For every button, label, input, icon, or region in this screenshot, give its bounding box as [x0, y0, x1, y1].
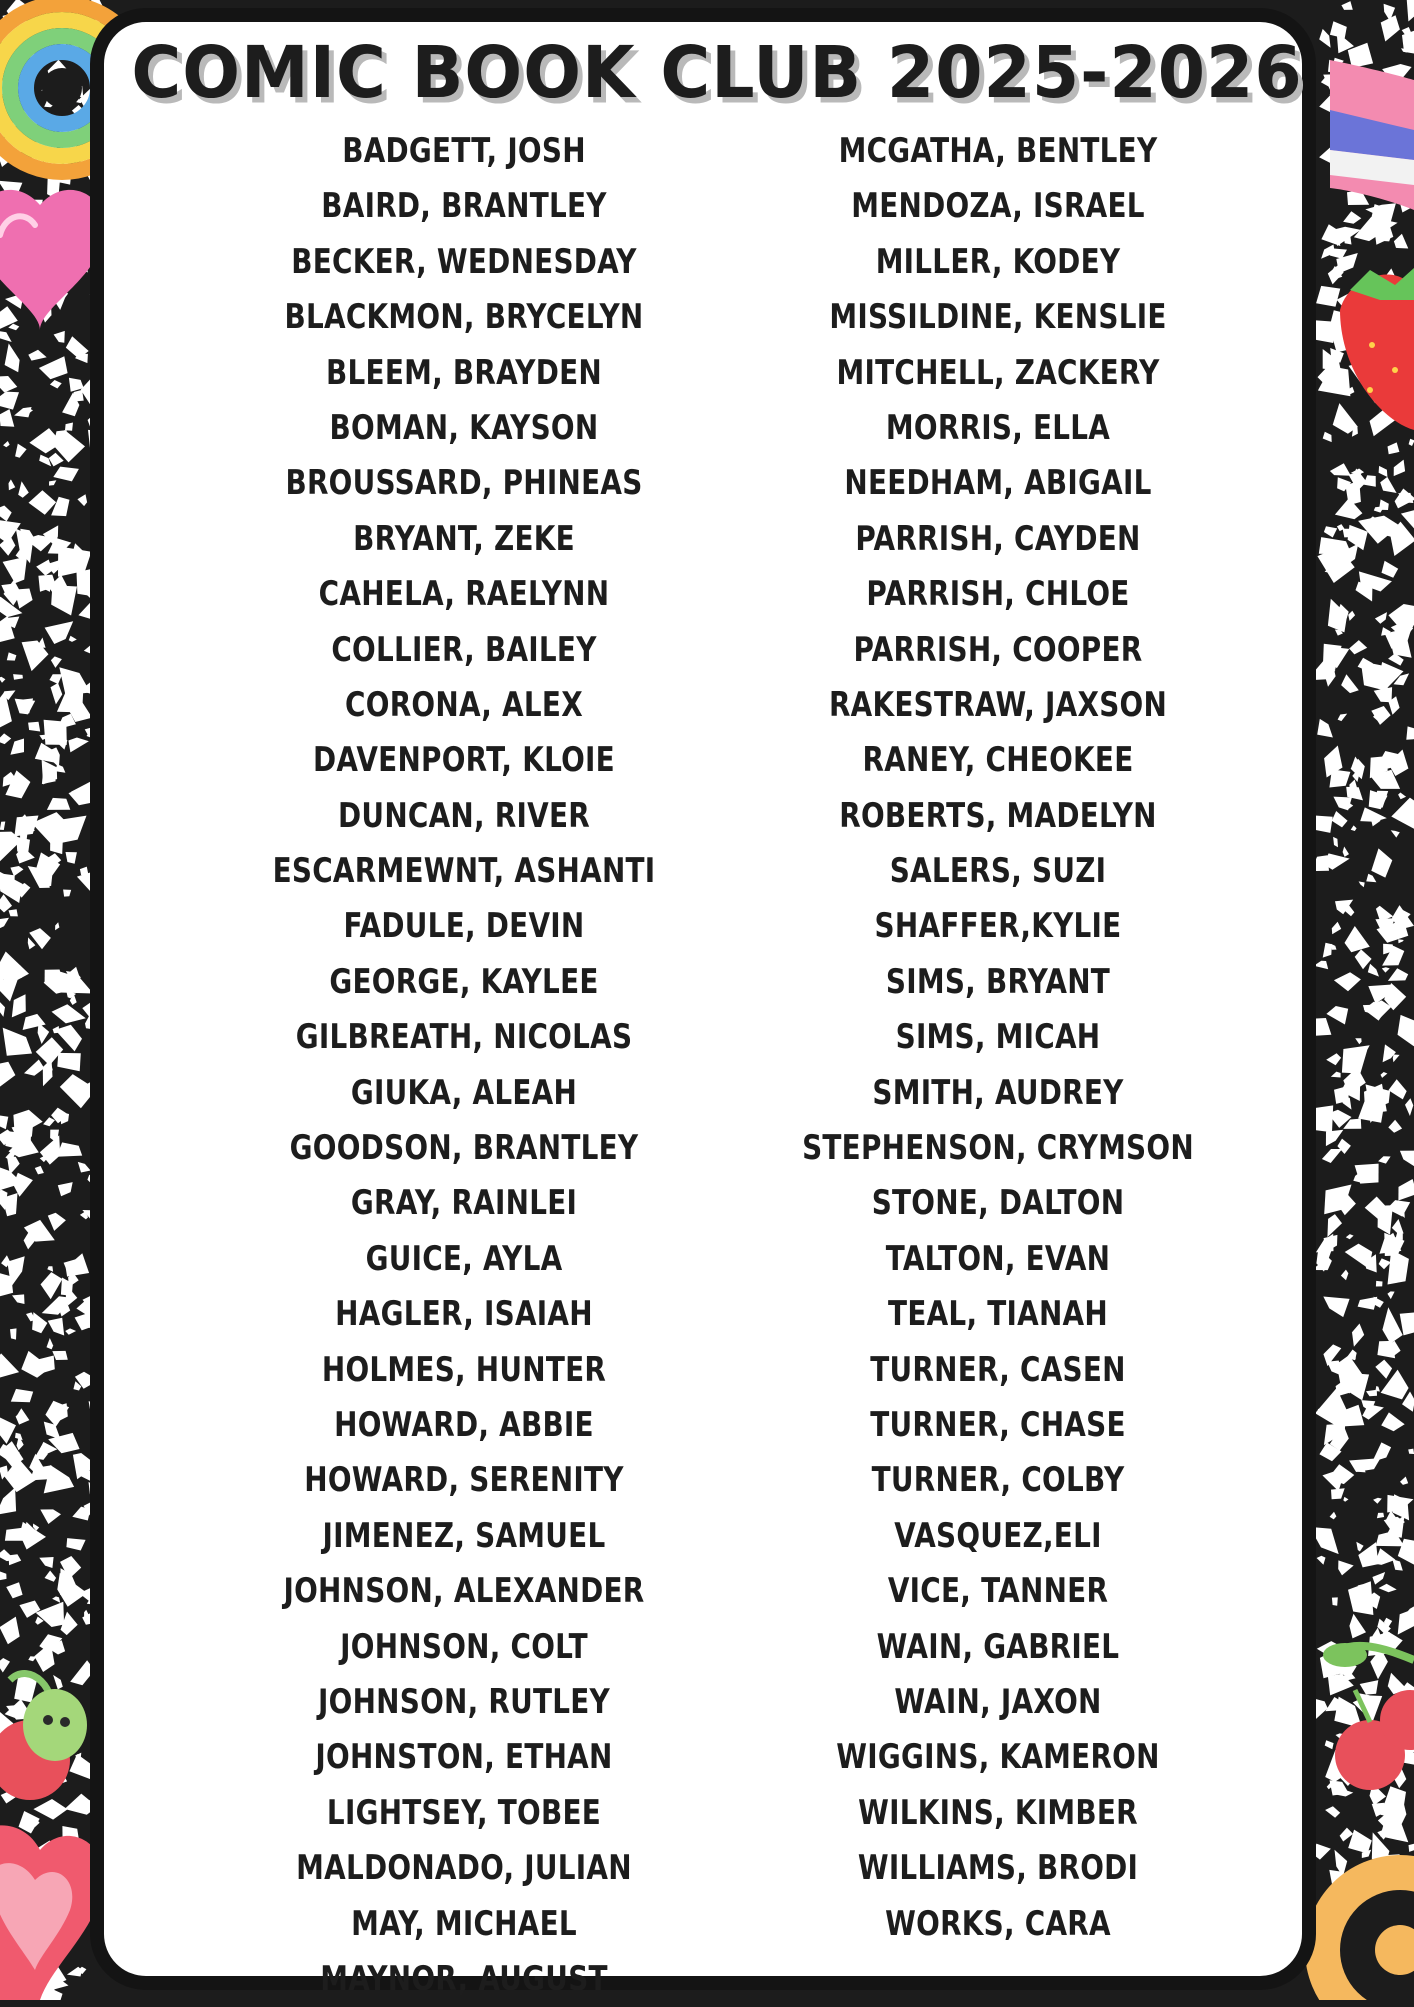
rainbow-stripes-icon	[1330, 60, 1414, 210]
roster-column-left	[184, 124, 744, 2007]
member-name: PARRISH, CAYDEN	[855, 518, 1141, 559]
donut-icon	[1305, 1855, 1414, 2000]
cherry-icon	[0, 1674, 87, 1800]
member-name: COLLIER, BAILEY	[331, 629, 597, 670]
member-name: WIGGINS, KAMERON	[836, 1737, 1160, 1778]
member-name: MCGATHA, BENTLEY	[838, 131, 1158, 171]
member-name: STONE, DALTON	[871, 1183, 1125, 1224]
member-name: MORRIS, ELLA	[885, 407, 1111, 448]
member-name: PARRISH, COOPER	[853, 629, 1143, 670]
member-name: BAIRD, BRANTLEY	[321, 186, 607, 227]
member-name: VASQUEZ,ELI	[894, 1515, 1102, 1556]
member-name: DAVENPORT, KLOIE	[313, 740, 615, 781]
cherry-icon	[1323, 1643, 1414, 1790]
member-name: MILLER, KODEY	[875, 241, 1121, 282]
member-name: MITCHELL, ZACKERY	[836, 352, 1160, 393]
member-name: ROBERTS, MADELYN	[839, 795, 1157, 836]
member-name: SIMS, BRYANT	[885, 961, 1111, 1002]
member-name: BLEEM, BRAYDEN	[326, 352, 602, 393]
heart-icon	[0, 1825, 105, 2000]
member-name: SALERS, SUZI	[889, 851, 1107, 892]
member-name: BROUSSARD, PHINEAS	[285, 463, 643, 504]
member-name: WAIN, GABRIEL	[876, 1626, 1120, 1667]
member-name: DUNCAN, RIVER	[338, 795, 590, 836]
member-name: MAYNOR, AUGUST	[320, 1958, 608, 1999]
member-name: WILLIAMS, BRODI	[857, 1848, 1139, 1889]
member-name: JOHNSON, RUTLEY	[318, 1681, 610, 1722]
member-name: RANEY, CHEOKEE	[862, 740, 1134, 781]
heart-icon	[0, 190, 105, 330]
member-name: RAKESTRAW, JAXSON	[828, 684, 1168, 725]
member-name: SHAFFER,KYLIE	[874, 906, 1122, 947]
member-name: STEPHENSON, CRYMSON	[802, 1128, 1194, 1169]
member-name: BADGETT, JOSH	[342, 131, 586, 171]
member-name: LIGHTSEY, TOBEE	[326, 1792, 602, 1833]
member-name: MAY, MICHAEL	[351, 1903, 577, 1944]
member-name: VICE, TANNER	[887, 1571, 1109, 1612]
member-name: TEAL, TIANAH	[888, 1294, 1108, 1335]
member-name: MALDONADO, JULIAN	[296, 1848, 632, 1889]
roster-column-right	[718, 124, 1278, 1952]
strawberry-icon	[1340, 268, 1414, 430]
roster-card	[90, 8, 1316, 1999]
member-name: NEEDHAM, ABIGAIL	[844, 463, 1152, 504]
member-name: JOHNSON, ALEXANDER	[283, 1571, 645, 1612]
member-name: CAHELA, RAELYNN	[318, 574, 610, 615]
member-name: PARRISH, CHLOE	[866, 574, 1130, 615]
member-name: TURNER, CHASE	[870, 1404, 1126, 1445]
member-name: JIMENEZ, SAMUEL	[322, 1515, 606, 1556]
member-name: MISSILDINE, KENSLIE	[829, 297, 1167, 338]
member-name: JOHNSON, COLT	[340, 1626, 588, 1667]
member-name: GEORGE, KAYLEE	[329, 961, 599, 1002]
member-name: BECKER, WEDNESDAY	[291, 241, 637, 282]
member-name: TURNER, CASEN	[870, 1349, 1126, 1390]
member-name: BLACKMON, BRYCELYN	[284, 297, 644, 338]
member-name: WORKS, CARA	[885, 1903, 1111, 1944]
member-name: GUICE, AYLA	[365, 1238, 563, 1279]
member-name: SMITH, AUDREY	[872, 1072, 1124, 1113]
member-name: WILKINS, KIMBER	[858, 1792, 1138, 1833]
member-name: CORONA, ALEX	[345, 684, 583, 725]
member-name: TALTON, EVAN	[885, 1238, 1111, 1279]
member-name: BRYANT, ZEKE	[353, 518, 575, 559]
member-name: JOHNSTON, ETHAN	[315, 1737, 613, 1778]
member-name: HOLMES, HUNTER	[321, 1349, 607, 1390]
member-name: ESCARMEWNT, ASHANTI	[272, 851, 656, 892]
member-name: SIMS, MICAH	[895, 1017, 1101, 1058]
member-name: HOWARD, SERENITY	[304, 1460, 624, 1501]
member-name: FADULE, DEVIN	[343, 906, 585, 947]
member-name: GRAY, RAINLEI	[350, 1183, 578, 1224]
member-name: GOODSON, BRANTLEY	[289, 1128, 639, 1169]
member-name: WAIN, JAXON	[894, 1681, 1102, 1722]
page-title: COMIC BOOK CLUB 2025-2026	[131, 32, 1303, 115]
member-name: MENDOZA, ISRAEL	[851, 186, 1145, 227]
member-name: HAGLER, ISAIAH	[335, 1294, 593, 1335]
member-name: GILBREATH, NICOLAS	[295, 1017, 633, 1058]
member-name: HOWARD, ABBIE	[334, 1404, 594, 1445]
member-name: BOMAN, KAYSON	[329, 407, 599, 448]
member-name: GIUKA, ALEAH	[350, 1072, 578, 1113]
member-name: TURNER, COLBY	[871, 1460, 1125, 1501]
